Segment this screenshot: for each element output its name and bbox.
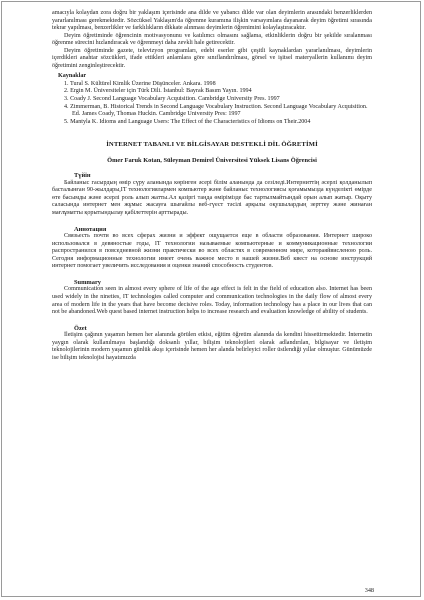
reference-item: 3. Coady J. Second Language Vocabulary Acquisition. Cambridge University Pres. 1997 — [64, 96, 280, 103]
paragraph-intro: amacıyla kolaydan zora doğru bir yaklaşım içerisinde ana dilde ve yabancı dilde var olan deyimlerin arasındaki benzerliklerden yararlanılması gerekmektedir. Sözcüksel Yaklaşım'da öğrenme kuramına ilişkin varsayımlara dayanarak deyim öğretimi sırasında tekrar yapılması, benzerlikler ve farklılıkların dikkate alınması deyimlerin öğrenimini kolaylaştıracaktır. — [52, 10, 372, 32]
english-summary-text: Communication seen in almost every sphere of life of the age effect is felt in the field of education also. Internet has been used widely in the nineties, IT technologies called computer and communication technologies in the daily flow of almost every area of modern life in the years that have become decisive roles. Today, information technology has a place in our lives that can not be abandoned.Web quest based internet instruction helps to increase research and evaluation knowledge of ability of students. — [52, 286, 372, 316]
references-list — [52, 81, 372, 126]
russian-abstract-text: Связьесть почти во всех сферах жизни и эффект ощущается еще в области образования. Интернет широко использовался в девяностые годы, IT технологии называемые компьютерные и коммуникационные технологии распространился в повседневной жизни практически во всех областях в современном мире, котораяйвисленою роль. Сегодня информационные технологии имеет очень важное место в нашей жизни.Веб квест на основе инструкций интернет помогает увеличить исследования и оценки знаний способность студентов. — [52, 233, 372, 270]
turkish-summary-heading: Özet — [74, 324, 87, 332]
article-author: Ömer Faruk Kotan, Süleyman Demirel Üniversitesi Yüksek Lisans Öğrencisi — [107, 156, 317, 164]
reference-item: 2. Ergin M. Üniversiteler için Türk Dili. İstanbul: Bayrak Basım Yayın. 1994 — [64, 88, 252, 95]
references-heading: Kaynaklar — [58, 73, 87, 80]
reference-item: 1. Tural S. Kültürel Kimlik Üzerine Düşünceler. Ankara. 1998 — [64, 80, 216, 87]
english-summary-heading: Summary — [74, 278, 101, 286]
kazakh-abstract-text: Байланыс гасырдың өмір сүру аланында көрінген әсері білім аланында да сезіледі.Интерниттің әсерлі қолданылып басталынған 90-жылдары,IT технологиялармен компьютер және байланыс технологиясы қоғамымызда күнделікті өмірде өте басымды және әсерлі роль алып жатты.Ал қазіргі таңда өмірімізде бас тартылмайтындай орын алып жатыр. Оқыту саласында интернет мен жұмыс жасауға шығайлы веб-гүест тәсілі арқылы оқушылардың зерттеу және жинаған мағлұматты қорытындылау қабілеттерін арттырады. — [52, 179, 372, 217]
reference-item: 5. Mantyla K. Idioms and Language Users: The Effect of the Characteristics of Idioms on Their.2004 — [64, 118, 311, 125]
russian-abstract-heading: Аннотация — [74, 225, 107, 233]
paragraph-motivation: Deyim öğretiminde öğrencinin motivasyonunu ve katılımcı olmasını sağlama, etkinliklerin doğru bir şekilde sıralanması öğrenme sürecini hızlandıracak ve öğrenmeyi daha zevkli hale getirecektir. — [52, 32, 372, 47]
document-page — [52, 10, 372, 362]
kazakh-abstract-heading: Түйін — [74, 172, 91, 180]
reference-item: 4. Zimmerman, B. Historical Trends in Second Language Vocabulary Instruction. Second Language Vocabulary Acquisition. Ed. James Coady, Thomas Huckin. Cambridge University Pres: 1997 — [64, 103, 368, 118]
article-title: İNTERNET TABANLI VE BİLGİSAYAR DESTEKLİ DİL ÖĞRETİMİ — [106, 141, 318, 149]
paragraph-sources: Deyim öğretiminde gazete, televizyon programları, edebi eserler gibi çeşitli kaynaklardan yararlanılması, deyimlerin içerdikleri anahtar sözcükleri, ifade ettikleri anlamlara göre sınıflandırılması, görsel ve işitsel materyallerin kullanımı deyim öğretimini zenginleştirecektir. — [52, 47, 372, 69]
page-number: 348 — [364, 587, 374, 594]
turkish-summary-text: İletişim çağının yaşamın hemen her alanında görülen etkisi, eğitim öğretim alanında da kendini hissettirmektedir. İnternetin yaygın olarak kullanılmaya başlandığı doksanlı yıllar, bilişim teknolojileri olarak adlandırılan, bilgisayar ve iletişim teknolojilerinin modern yaşamın günlük akışı içerisinde hemen her alanda belirleyici roller üstlendiği yıllar olmuştur. Günümüzde ise bilişim teknolojisi hayatımızda — [52, 332, 372, 361]
